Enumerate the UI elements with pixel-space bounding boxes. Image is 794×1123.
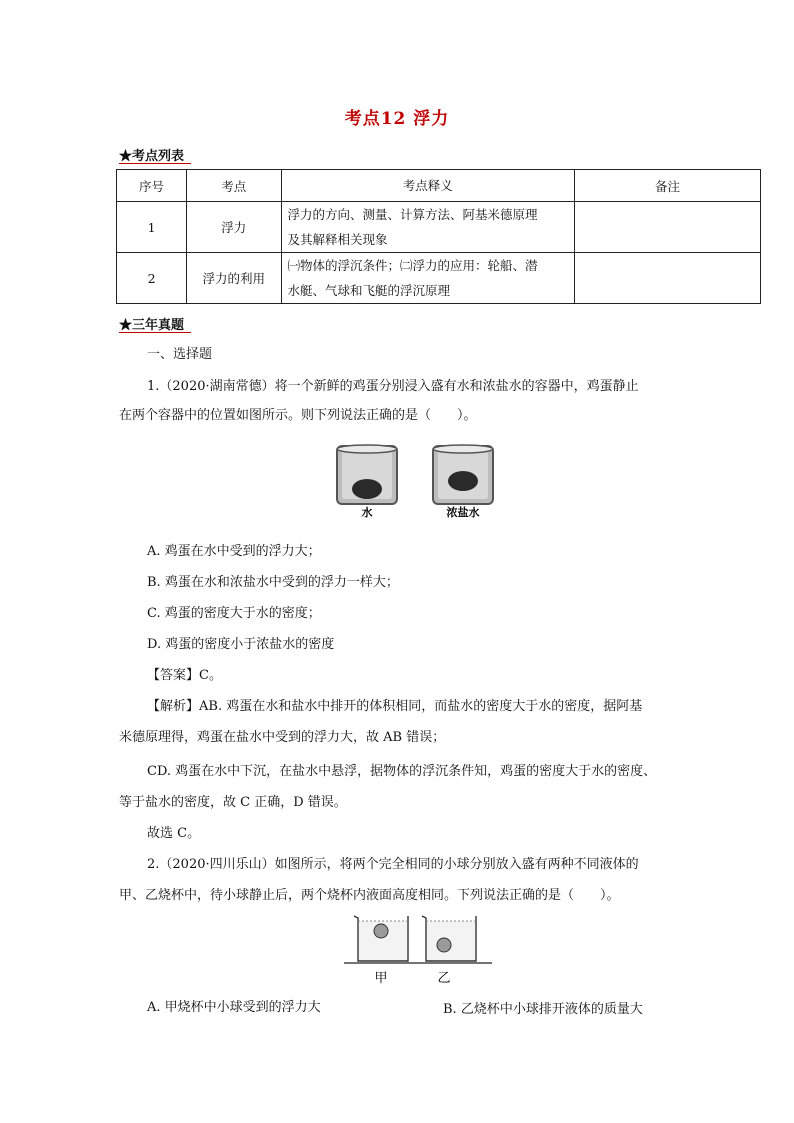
q1-analysis-line: 【解析】AB. 鸡蛋在水和盐水中排开的体积相同，而盐水的密度大于水的密度，据阿基 (147, 699, 643, 714)
salt-water-beaker (433, 445, 493, 504)
cell-note (575, 253, 761, 304)
cell-desc-line: 浮力的方向、测量、计算方法、阿基米德原理 (287, 207, 538, 222)
header-cell-desc: 考点释义 (281, 170, 575, 202)
cell-desc (281, 202, 575, 253)
q1-stem-line: 在两个容器中的位置如图所示。则下列说法正确的是（ ）。 (119, 408, 477, 423)
q1-stem-line: 1.（2020·湖南常德）将一个新鲜的鸡蛋分别浸入盛有水和浓盐水的容器中，鸡蛋静止 (147, 379, 639, 394)
figure-label-water: 水 (361, 506, 373, 519)
beaker-jia (354, 916, 408, 961)
q1-option-a: A. 鸡蛋在水中受到的浮力大； (147, 544, 321, 559)
header-cell-no: 序号 (117, 170, 187, 202)
table-row (117, 202, 761, 253)
q2-stem-line: 甲、乙烧杯中，待小球静止后，两个烧杯内液面高度相同。下列说法正确的是（ ）。 (119, 888, 620, 903)
ball-beakers-figure (344, 912, 492, 988)
q2-stem-line: 2.（2020·四川乐山）如图所示，将两个完全相同的小球分别放入盛有两种不同液体的 (147, 857, 639, 872)
q1-option-b: B. 鸡蛋在水和浓盐水中受到的浮力一样大； (147, 575, 399, 590)
topic-table (116, 169, 761, 304)
q1-option-d: D. 鸡蛋的密度小于浓盐水的密度 (147, 637, 335, 652)
beaker-yi (422, 916, 476, 961)
q2-option-a: A. 甲烧杯中小球受到的浮力大 (147, 1000, 321, 1015)
cell-desc-line: 及其解释相关现象 (287, 232, 388, 247)
figure-label-salt-water: 浓盐水 (446, 506, 480, 519)
ball-shape (437, 938, 451, 952)
cell-topic: 浮力 (187, 202, 281, 253)
table-row (117, 253, 761, 304)
egg-shape (448, 471, 478, 491)
cell-desc-line: 水艇、气球和飞艇的浮沉原理 (287, 283, 451, 298)
cell-note (575, 202, 761, 253)
section-heading-past-exams: ★三年真题 (119, 318, 185, 333)
ball-shape (374, 924, 388, 938)
cell-no: 1 (117, 202, 187, 253)
section-heading-topic-list: ★考点列表 (119, 149, 185, 164)
page-title: 考点12 浮力 (344, 109, 450, 129)
q2-option-b: B. 乙烧杯中小球排开液体的质量大 (443, 1002, 643, 1017)
section-underline (119, 163, 191, 164)
q1-analysis-line: 米德原理得，鸡蛋在盐水中受到的浮力大，故 AB 错误； (119, 730, 446, 745)
egg-beakers-figure (327, 443, 507, 519)
water-beaker (337, 445, 397, 504)
q1-option-c: C. 鸡蛋的密度大于水的密度； (147, 606, 321, 621)
cell-desc-line: ㈠物体的浮沉条件；㈡浮力的应用：轮船、潜 (287, 258, 538, 273)
q1-analysis-line: CD. 鸡蛋在水中下沉，在盐水中悬浮，据物体的浮沉条件知，鸡蛋的密度大于水的密度、 (147, 764, 657, 779)
q1-conclusion: 故选 C。 (147, 826, 201, 841)
q1-analysis-line: 等于盐水的密度，故 C 正确，D 错误。 (119, 795, 347, 810)
table-header-row (117, 170, 761, 202)
part-heading: 一、选择题 (147, 347, 213, 362)
q1-answer: 【答案】C。 (147, 668, 222, 683)
header-cell-topic: 考点 (187, 170, 281, 202)
cell-topic: 浮力的利用 (187, 253, 281, 304)
cell-desc (281, 253, 575, 304)
header-cell-note: 备注 (575, 170, 761, 202)
egg-shape (352, 479, 382, 499)
section-underline (119, 332, 191, 333)
figure-label-jia: 甲 (374, 971, 388, 986)
cell-no: 2 (117, 253, 187, 304)
figure-label-yi: 乙 (437, 971, 451, 986)
